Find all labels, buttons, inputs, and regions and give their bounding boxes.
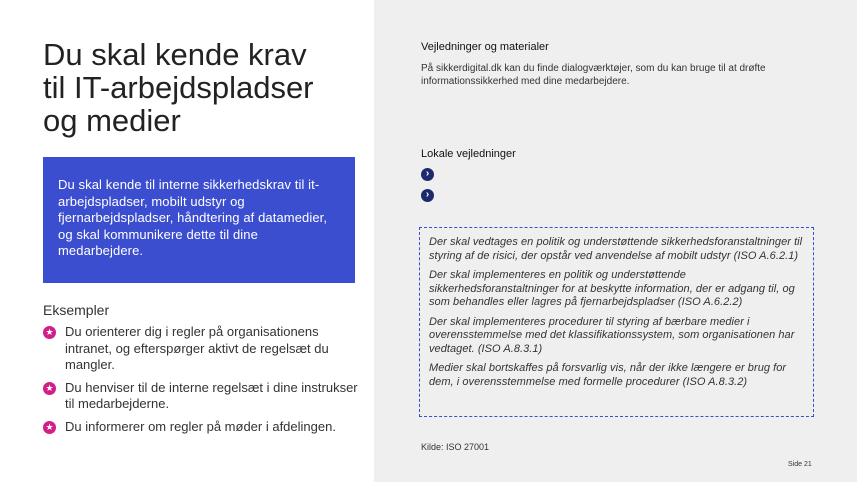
source-note: Kilde: ISO 27001 <box>421 442 490 452</box>
guidance-title: Vejledninger og materialer <box>421 41 549 53</box>
star-icon: ★ <box>43 421 56 434</box>
iso-requirement: Der skal implementeres procedurer til styring af bærbare medier i overensstemmelse med det klassifikationssystem, som organisationen har vedtaget. (ISO A.8.3.1) <box>429 315 795 355</box>
left-panel <box>0 0 374 482</box>
callout-text: Du skal kende til interne sikkerhedskrav til it-arbejdspladser, mobilt udstyr og fjernarbejdspladser, håndtering af datamedier, og skal kommunikere dette til dine medarbejdere. <box>58 177 328 258</box>
examples-list <box>43 324 363 441</box>
examples-heading: Eksempler <box>43 302 110 318</box>
iso-requirement: Der skal implementeres en politik og understøttende sikkerhedsforanstaltninger for at beskytte information, der er adgang til, og som behandles eller lagres på fjernarbejdspladser (ISO A.6.2.2) <box>429 269 795 308</box>
example-text: Du henviser til de interne regelsæt i dine instrukser til medarbejderne. <box>65 379 358 411</box>
list-item <box>43 324 363 374</box>
example-text: Du informerer om regler på møder i afdelingen. <box>65 418 336 434</box>
chevron-right-icon[interactable]: › <box>421 189 434 202</box>
example-text: Du orienterer dig i regler på organisationens intranet, og efterspørger aktivt de regelsæt du mangler. <box>65 324 329 372</box>
title-line: Du skal kende krav <box>43 37 307 72</box>
page-number: Side 21 <box>788 461 812 468</box>
chevron-right-icon[interactable]: › <box>421 168 434 181</box>
iso-requirement: Der skal vedtages en politik og understøttende sikkerhedsforanstaltninger til styring af de risici, der opstår ved anvendelse af mobilt udstyr (ISO A.6.2.1) <box>429 236 803 262</box>
guidance-body: På sikkerdigital.dk kan du finde dialogværktøjer, som du kan bruge til at drøfte informationssikkerhed med dine medarbejdere. <box>421 63 766 87</box>
title-line: og medier <box>43 103 181 138</box>
title-line: til IT-arbejdspladser <box>43 70 314 105</box>
local-guidance-title: Lokale vejledninger <box>421 148 516 160</box>
list-item <box>43 419 363 436</box>
list-item <box>43 380 363 413</box>
star-icon: ★ <box>43 382 56 395</box>
iso-requirement: Medier skal bortskaffes på forsvarlig vis, når der ikke længere er brug for dem, i overensstemmelse med formelle procedurer (ISO A.8.3.2) <box>429 362 787 388</box>
star-icon: ★ <box>43 326 56 339</box>
page-title <box>43 38 363 137</box>
callout-box <box>43 157 355 283</box>
iso-requirements-box <box>419 227 814 417</box>
